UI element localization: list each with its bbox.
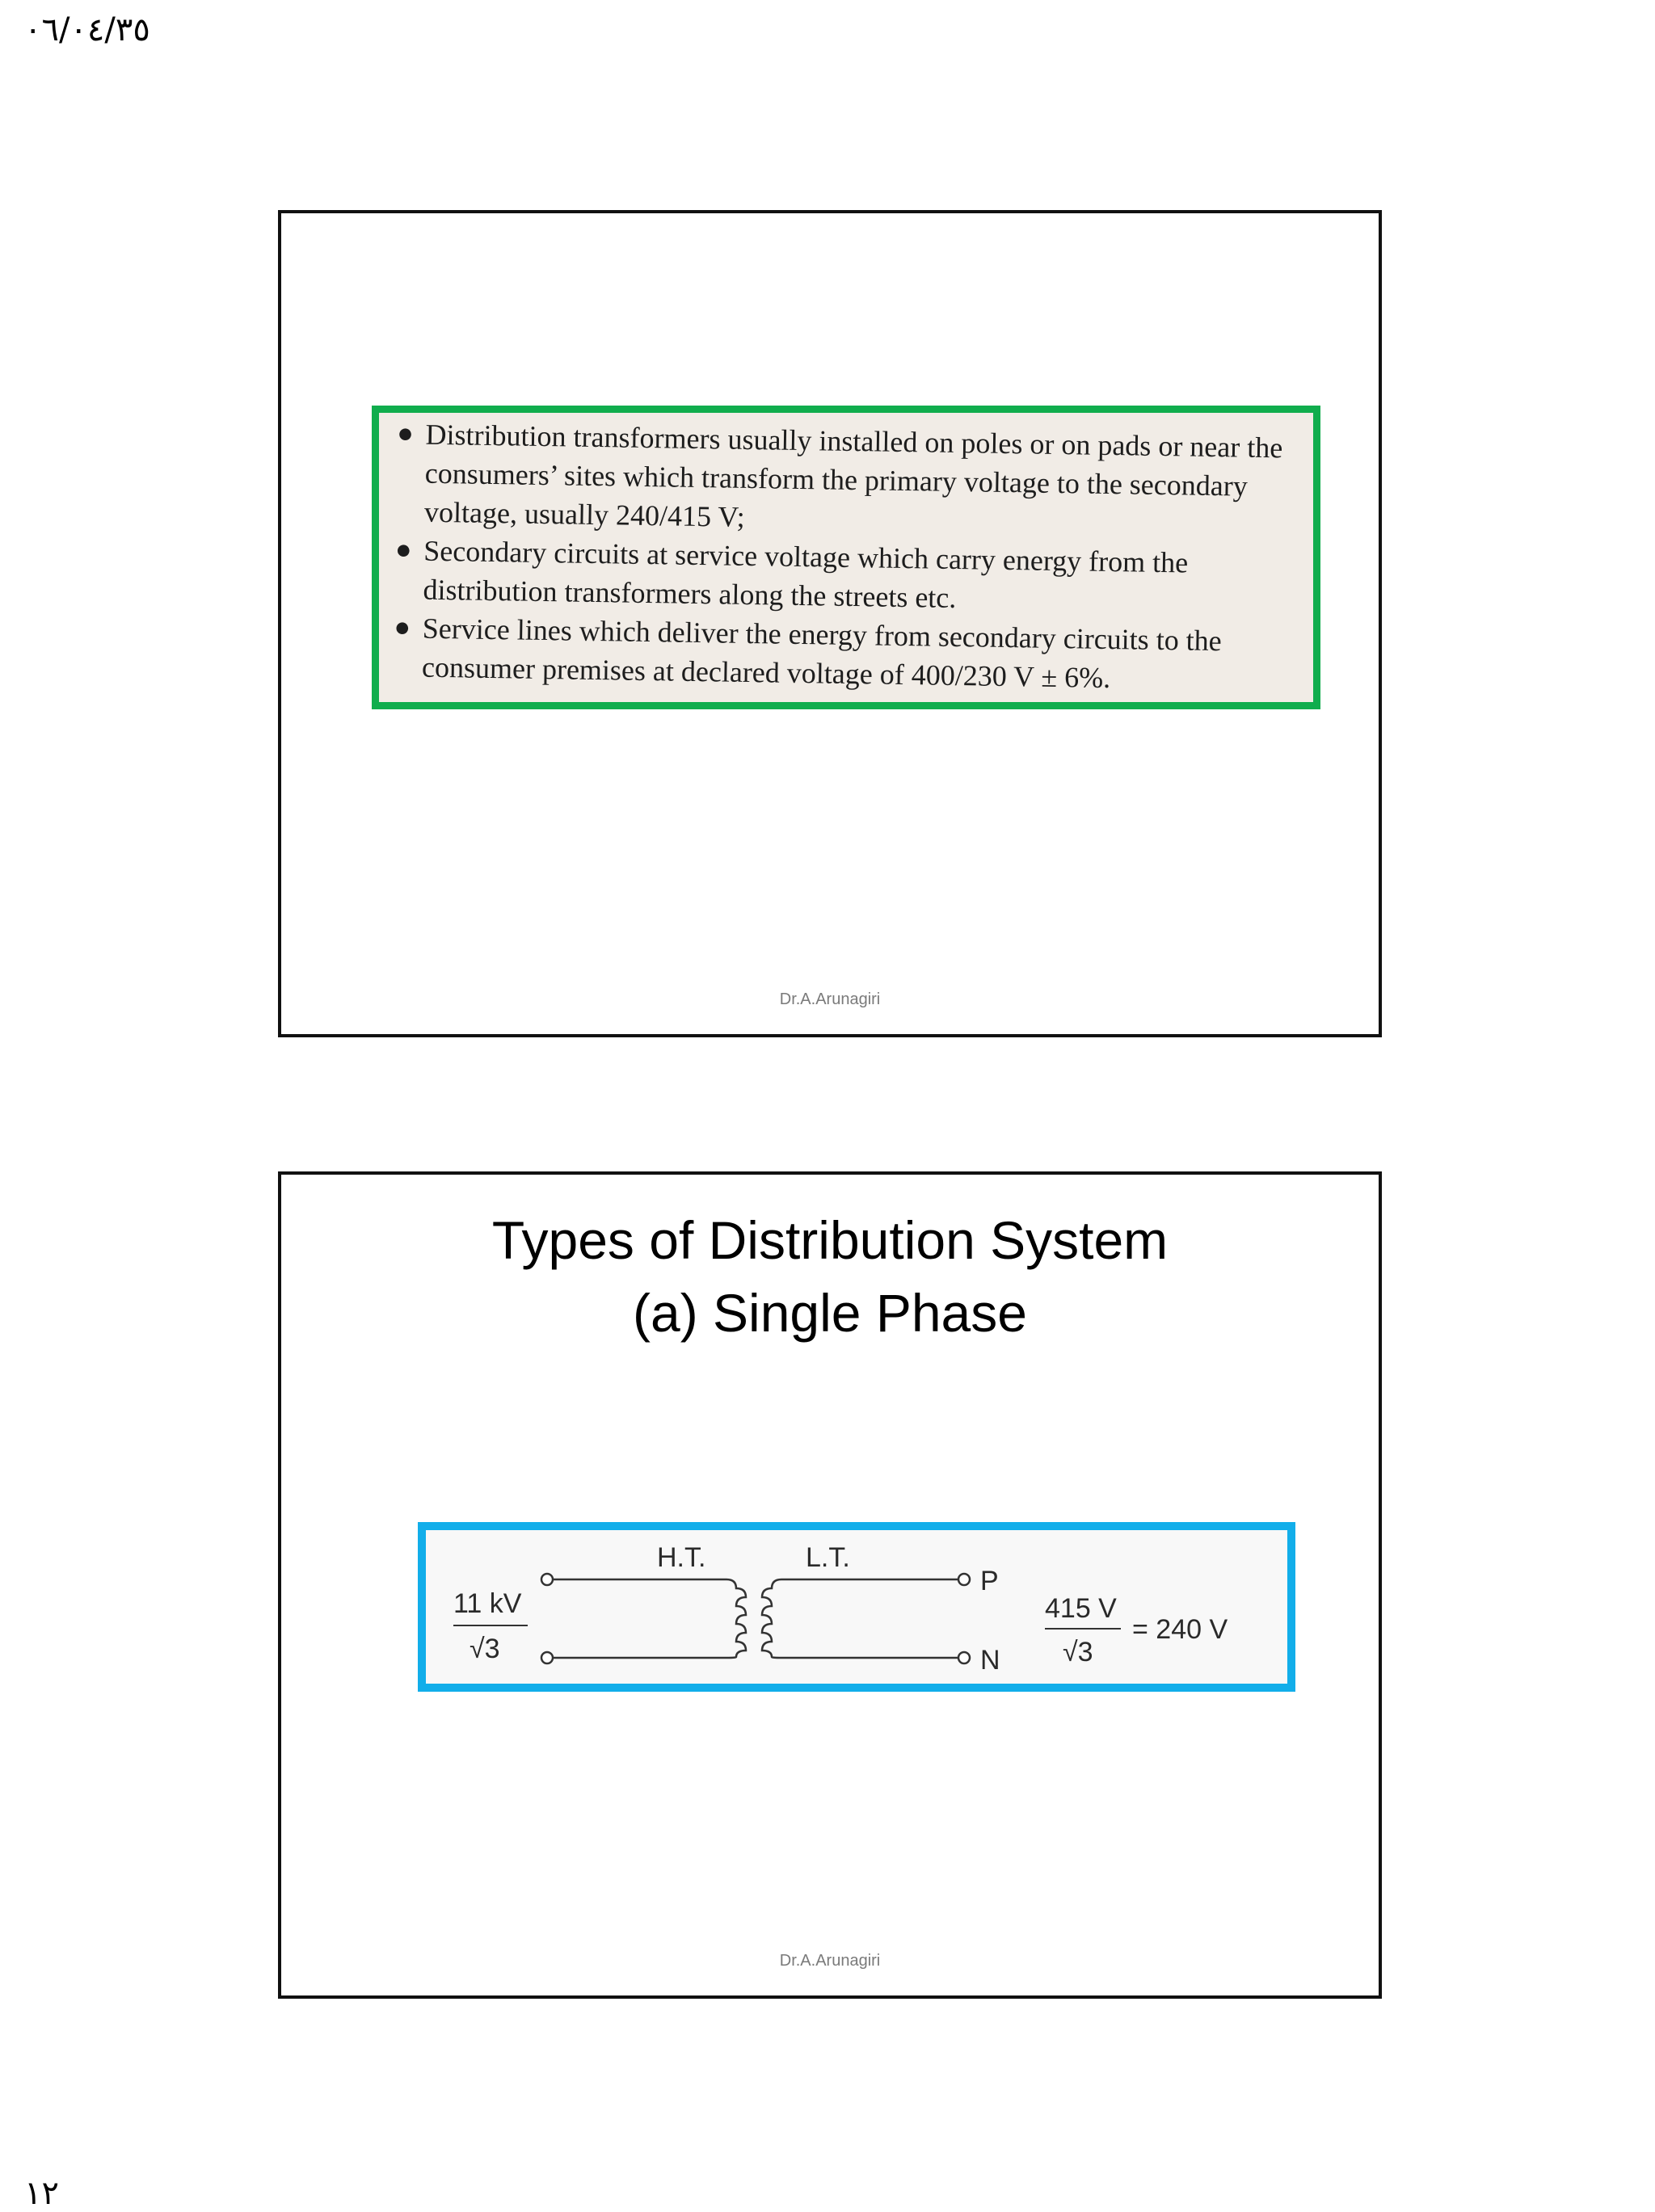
bullet-item — [389, 414, 1295, 545]
slide-title — [281, 1204, 1379, 1349]
bullet-text: Distribution transformers usually installed on poles or on pads or near the consumers’ sites which transform the primary voltage to the secondary voltage, usually 240/415 V; — [423, 418, 1283, 533]
output-voltage-numerator: 415 V — [1045, 1593, 1117, 1624]
terminal-icon — [958, 1652, 970, 1663]
header-date: ٠٦/٠٤/٣٥ — [24, 11, 150, 48]
slide-2 — [278, 1171, 1382, 1999]
title-line-2: (a) Single Phase — [633, 1283, 1027, 1343]
scanned-text — [386, 414, 1295, 700]
output-voltage-denominator: √3 — [1063, 1637, 1093, 1667]
title-line-1: Types of Distribution System — [491, 1210, 1169, 1270]
bullet-icon: ● — [397, 418, 415, 449]
output-voltage-result: = 240 V — [1132, 1614, 1228, 1645]
slide-footer: Dr.A.Arunagiri — [779, 990, 881, 1008]
input-voltage-numerator: 11 kV — [453, 1588, 522, 1619]
bullet-item — [387, 531, 1293, 623]
bullet-icon: ● — [394, 535, 412, 566]
scanned-text-box — [372, 406, 1320, 709]
page-number: ١٢ — [24, 2175, 59, 2212]
bullet-icon: ● — [394, 612, 411, 643]
slide-footer: Dr.A.Arunagiri — [779, 1952, 881, 1970]
slide-1 — [278, 210, 1382, 1037]
neutral-label: N — [980, 1645, 1000, 1676]
terminal-icon — [958, 1574, 970, 1585]
circuit-svg — [426, 1530, 1287, 1684]
input-voltage-denominator: √3 — [470, 1634, 500, 1664]
terminal-icon — [541, 1574, 553, 1585]
lt-label: L.T. — [806, 1542, 850, 1573]
single-phase-diagram — [418, 1522, 1295, 1692]
bullet-item — [386, 608, 1292, 700]
ht-label: H.T. — [657, 1542, 706, 1573]
bullet-text: Secondary circuits at service voltage which carry energy from the distribution transformers along the streets etc. — [423, 534, 1189, 615]
bullet-text: Service lines which deliver the energy from secondary circuits to the consumer premises at declared voltage of 400/230 V ± 6%. — [421, 612, 1223, 695]
secondary-coil-icon — [762, 1579, 781, 1658]
primary-coil-icon — [726, 1579, 746, 1658]
terminal-icon — [541, 1652, 553, 1663]
phase-label: P — [980, 1566, 999, 1596]
